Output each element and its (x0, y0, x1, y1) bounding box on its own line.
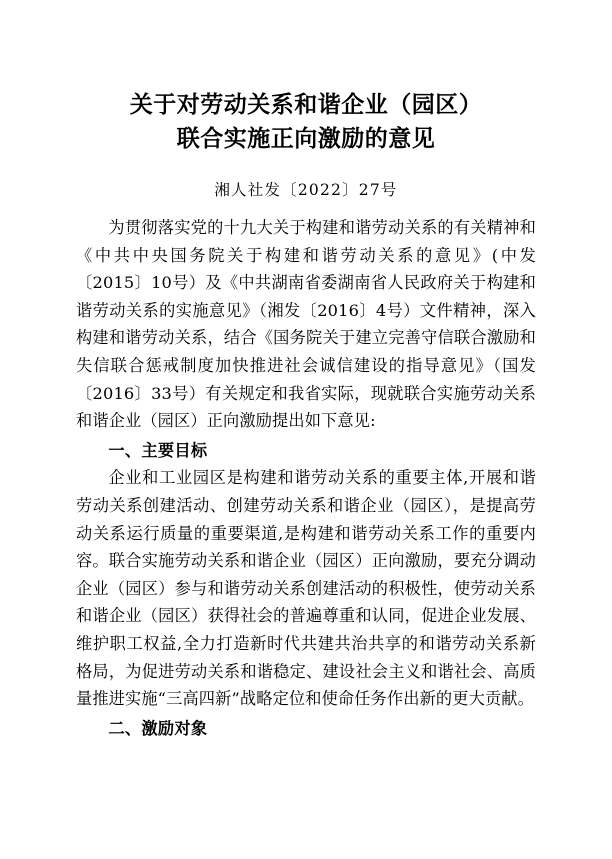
preamble-paragraph: 为贯彻落实党的十九大关于构建和谐劳动关系的有关精神和《中共中央国务院关于构建和谐劳动关系的意见》(中发〔2015〕10号）及《中共湖南省委湖南省人民政府关于构建和谐劳动关系的实施意见》（湘发〔2016〕4号）文件精神，深入构建和谐劳动关系，结合《国务院关于建立完善守信联合激励和失信联合惩戒制度加快推进社会诚信建设的指导意见》（国发〔2016〕33号）有关规定和我省实际，现就联合实施劳动关系和谐企业（园区）正向激励提出如下意见: (76, 218, 536, 431)
document-number: 湘人社发〔2022〕27号 (214, 181, 398, 199)
section-heading-incentive-targets: 二、激励对象 (108, 718, 208, 738)
section-body-main-objectives: 企业和工业园区是构建和谐劳动关系的重要主体,开展和谐劳动关系创建活动、创建劳动关系和谐企业（园区），是提高劳动关系运行质量的重要渠道,是构建和谐劳动关系工作的重要内容。联合实施劳动关系和谐企业（园区）正向激励，要充分调动企业（园区）参与和谐劳动关系创建活动的积极性，使劳动关系和谐企业（园区）获得社会的普遍尊重和认同，促进企业发展、维护职工权益,全力打造新时代共建共治共享的和谐劳动关系新格局，为促进劳动关系和谐稳定、建设社会主义和谐社会、高质量推进实施“三高四新”战略定位和使命任务作出新的更大贡献。 (76, 468, 536, 709)
title-line-2: 联合实施正向激励的意见 (176, 125, 436, 152)
title-line-1: 关于对劳动关系和谐企业（园区） (129, 91, 483, 118)
document-body (76, 0, 536, 742)
section-heading-main-objectives: 一、主要目标 (108, 440, 208, 460)
page-title (76, 0, 536, 156)
